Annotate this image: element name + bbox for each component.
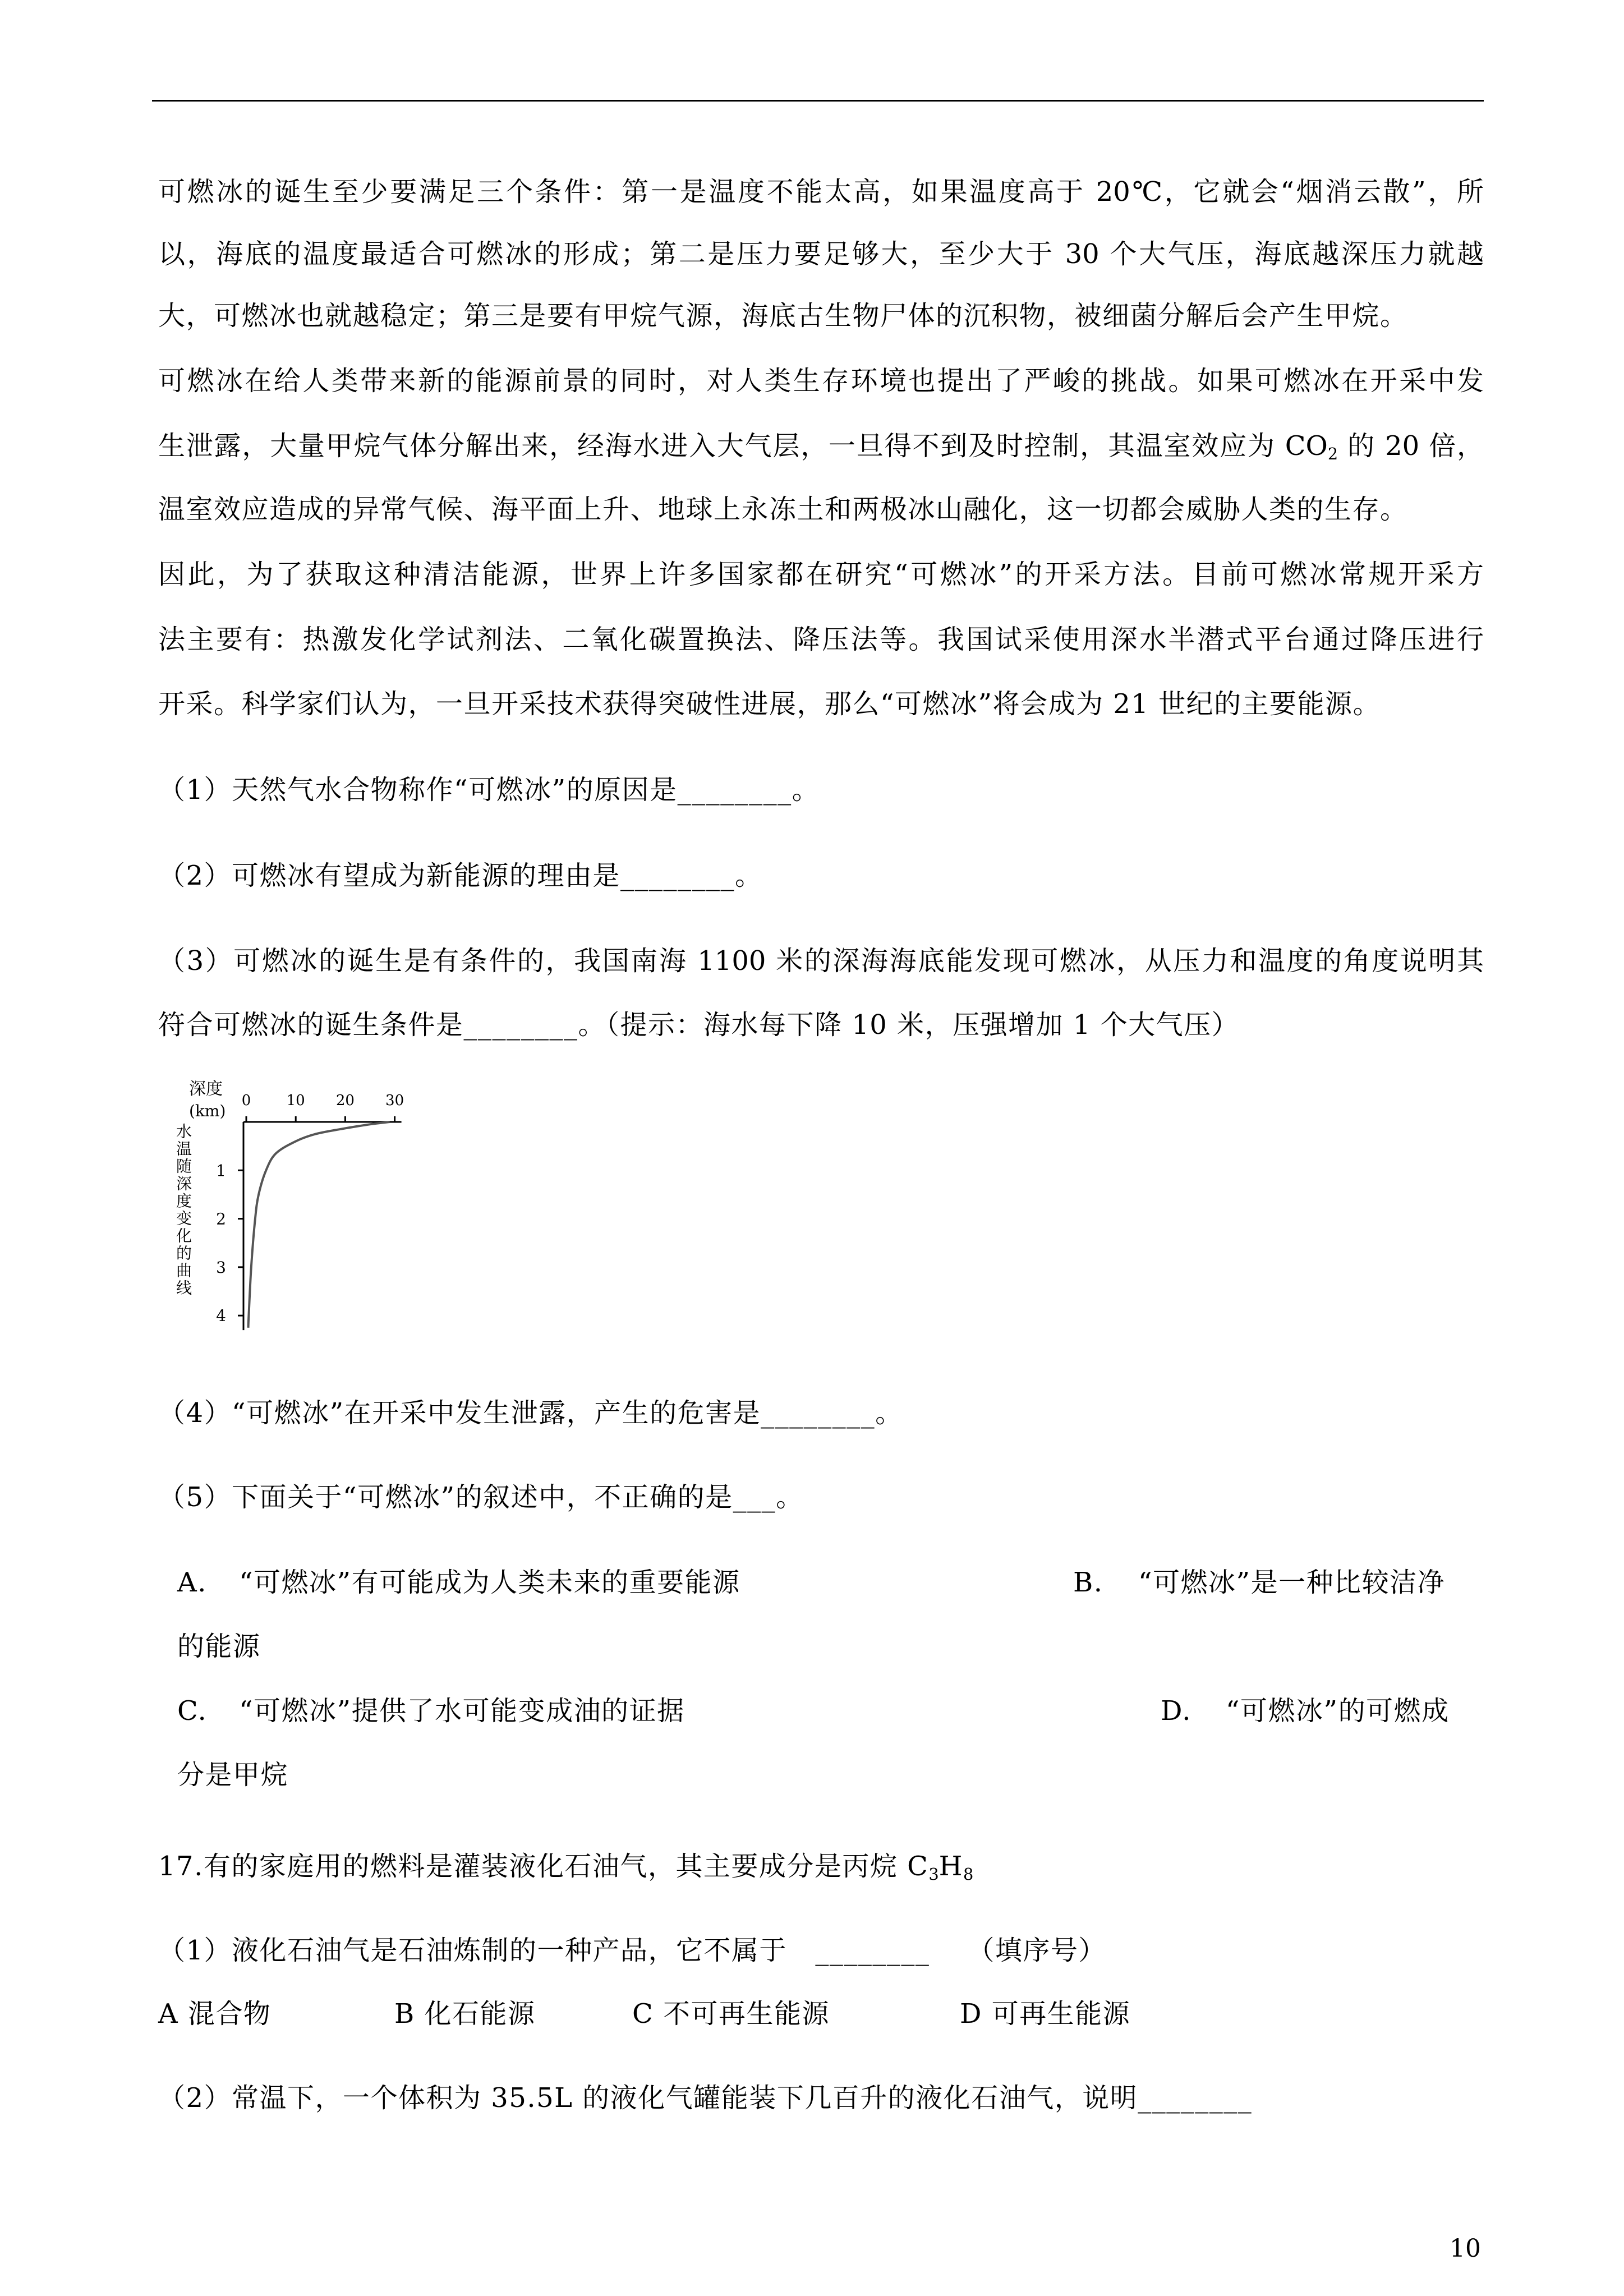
- question-16-4: （4）“可燃冰”在开采中发生泄露，产生的危害是________。: [158, 1397, 903, 1429]
- passage-text: 的 20 倍，: [1338, 430, 1484, 462]
- option-d-text: “可燃冰”的可燃成: [1226, 1695, 1450, 1727]
- passage-line: 因此，为了获取这种清洁能源，世界上许多国家都在研究“可燃冰”的开采方法。目前可燃冰常规开采方: [158, 559, 1484, 590]
- stem-text: H: [938, 1851, 964, 1882]
- y-tick-label: 1: [216, 1161, 226, 1180]
- passage-line: 大，可燃冰也就越稳定；第三是要有甲烷气源，海底古生物尸体的沉积物，被细菌分解后会产生甲烷。: [158, 300, 1408, 332]
- q17-option-d: D 可再生能源: [960, 1998, 1131, 2030]
- page-number: 10: [1450, 2234, 1481, 2263]
- q17-option-a: A 混合物: [158, 1998, 272, 2030]
- x-tick-label: 10: [286, 1092, 305, 1109]
- y-tick-label: 3: [216, 1258, 226, 1277]
- y-tick-label: 4: [216, 1306, 226, 1326]
- x-tick-label: 0: [241, 1092, 251, 1109]
- option-b-label: B.: [1073, 1567, 1103, 1598]
- question-16-3-line-1: （3）可燃冰的诞生是有条件的，我国南海 1100 米的深海海底能发现可燃冰，从压力和温度的角度说明其: [158, 945, 1484, 977]
- passage-line: 可燃冰在给人类带来新的能源前景的同时，对人类生存环境也提出了严峻的挑战。如果可燃冰在开采中发: [158, 365, 1484, 397]
- option-b-text: “可燃冰”是一种比较洁净: [1138, 1567, 1446, 1598]
- y-tick-label: 2: [216, 1209, 226, 1228]
- question-17-2: （2）常温下，一个体积为 35.5L 的液化气罐能装下几百升的液化石油气，说明________: [158, 2082, 1253, 2114]
- passage-line: [158, 429, 1484, 463]
- header-rule: [152, 100, 1484, 102]
- q17-option-b: B 化石能源: [394, 1998, 536, 2030]
- option-d-label: D.: [1161, 1695, 1192, 1727]
- passage-line: 开采。科学家们认为，一旦开采技术获得突破性进展，那么“可燃冰”将会成为 21 世纪的主要能源。: [158, 688, 1381, 720]
- question-17-stem: [158, 1849, 973, 1883]
- passage-line: 以，海底的温度最适合可燃冰的形成；第二是压力要足够大，至少大于 30 个大气压，海底越深压力就越: [158, 238, 1484, 270]
- subscript: 3: [928, 1865, 939, 1884]
- q17-option-c: C 不可再生能源: [632, 1998, 830, 2030]
- question-16-1: （1）天然气水合物称作“可燃冰”的原因是________。: [158, 774, 820, 806]
- subscript: 2: [1327, 444, 1338, 463]
- question-16-3-line-2: 符合可燃冰的诞生条件是________。（提示：海水每下降 10 米，压强增加 1 个大气压）: [158, 1009, 1240, 1041]
- question-17-1: （1）液化石油气是石油炼制的一种产品，它不属于 ________ （填序号）: [158, 1935, 1106, 1966]
- option-c-text: “可燃冰”提供了水可能变成油的证据: [239, 1695, 685, 1727]
- passage-line: 温室效应造成的异常气候、海平面上升、地球上永冻土和两极冰山融化，这一切都会威胁人类的生存。: [158, 494, 1408, 525]
- option-a-text: “可燃冰”有可能成为人类未来的重要能源: [239, 1567, 740, 1598]
- y-axis-label: 深度: [189, 1079, 223, 1099]
- temperature-depth-chart: [163, 1071, 426, 1335]
- passage-text: 生泄露，大量甲烷气体分解出来，经海水进入大气层，一旦得不到及时控制，其温室效应为 CO: [158, 430, 1328, 462]
- question-16-5: （5）下面关于“可燃冰”的叙述中，不正确的是___。: [158, 1481, 804, 1513]
- subscript: 8: [963, 1865, 974, 1884]
- x-tick-label: 30: [385, 1092, 404, 1109]
- option-c-label: C.: [177, 1695, 208, 1727]
- x-tick-label: 20: [335, 1092, 355, 1109]
- passage-line: 法主要有：热激发化学试剂法、二氧化碳置换法、降压法等。我国试采使用深水半潜式平台通过降压进行: [158, 624, 1484, 655]
- passage-line: 可燃冰的诞生至少要满足三个条件：第一是温度不能太高，如果温度高于 20℃，它就会“烟消云散”，所: [158, 176, 1484, 208]
- temperature-curve: [249, 1122, 390, 1328]
- option-b-text-continued: 的能源: [177, 1631, 261, 1662]
- y-axis-unit: (km): [189, 1102, 226, 1120]
- question-16-2: （2）可燃冰有望成为新能源的理由是________。: [158, 860, 763, 891]
- chart-title: 水温随深度变化的曲线: [174, 1123, 192, 1297]
- chart-canvas: [163, 1071, 426, 1335]
- option-d-text-continued: 分是甲烷: [177, 1759, 289, 1791]
- option-a-label: A.: [177, 1567, 207, 1598]
- stem-text: 17.有的家庭用的燃料是灌装液化石油气，其主要成分是丙烷 C: [158, 1851, 929, 1882]
